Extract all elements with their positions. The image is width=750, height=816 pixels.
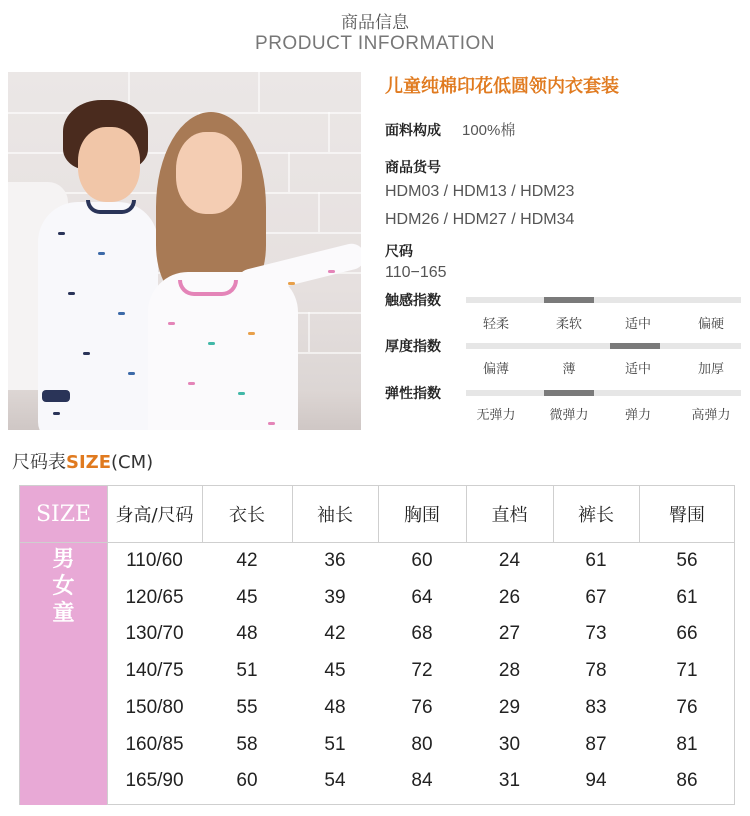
table-cell: 86 [676, 770, 698, 792]
size-table-title [12, 448, 153, 474]
sku-line-1: HDM03 / HDM13 / HDM23 [385, 183, 575, 200]
touch-index-label: 触感指数 [385, 293, 441, 309]
size-label: 尺码 [385, 244, 413, 260]
thickness-option: 偏薄 [482, 362, 509, 377]
table-cell: 66 [676, 623, 698, 645]
table-cell: 76 [411, 696, 433, 718]
table-row-size-cell: 165/90 [125, 770, 184, 792]
gender-char: 男 [52, 547, 75, 572]
table-cell: 58 [236, 733, 258, 755]
table-row-size-cell: 120/65 [125, 586, 184, 608]
size-table [19, 485, 735, 805]
table-cell: 94 [585, 770, 607, 792]
table-row-size-cell: 160/85 [125, 733, 184, 755]
table-cell: 51 [324, 733, 346, 755]
touch-option: 轻柔 [482, 317, 509, 332]
touch-option: 偏硬 [697, 317, 724, 332]
sku-label: 商品货号 [385, 160, 441, 176]
table-cell: 87 [585, 733, 607, 755]
table-cell: 24 [498, 550, 521, 571]
thickness-option: 加厚 [697, 362, 724, 377]
table-cell: 72 [411, 660, 433, 682]
table-row-size-cell: 110/60 [126, 550, 183, 571]
size-range: 110−165 [385, 264, 447, 281]
table-cell: 54 [324, 770, 346, 792]
table-header-cell: 身高/尺码 [115, 505, 194, 526]
table-cell: 84 [411, 770, 433, 792]
table-cell: 48 [324, 696, 346, 718]
table-header-cell: 衣长 [229, 505, 265, 526]
size-header-cell: SIZE [20, 486, 107, 542]
table-cell: 27 [498, 623, 521, 645]
touch-index-marker [544, 297, 594, 303]
elasticity-index-scale [466, 390, 741, 396]
gender-char: 女 [52, 574, 75, 599]
elasticity-index-label: 弹性指数 [385, 386, 441, 402]
table-cell: 28 [498, 660, 521, 682]
table-cell: 30 [498, 733, 521, 755]
table-cell: 68 [411, 623, 433, 645]
table-cell: 78 [585, 660, 607, 682]
table-cell: 83 [585, 696, 607, 718]
gender-char: 童 [52, 601, 75, 626]
table-cell: 56 [676, 550, 698, 571]
thickness-index-label: 厚度指数 [385, 339, 441, 355]
table-cell: 71 [676, 660, 698, 682]
table-cell: 45 [236, 586, 258, 608]
sku-line-2: HDM26 / HDM27 / HDM34 [385, 211, 575, 228]
table-row-size-cell: 130/70 [125, 623, 184, 645]
table-cell: 61 [676, 586, 698, 608]
elasticity-option: 微弹力 [549, 408, 589, 423]
thickness-option: 适中 [624, 362, 651, 377]
table-row-size-cell: 140/75 [125, 660, 184, 682]
product-title: 儿童纯棉印花低圆领内衣套装 [385, 76, 619, 97]
table-cell: 64 [411, 586, 433, 608]
elasticity-option: 无弹力 [476, 408, 516, 423]
thickness-index-scale [466, 343, 741, 349]
size-table-title-suffix: (CM) [111, 452, 154, 473]
table-cell: 36 [324, 550, 346, 571]
table-cell: 60 [236, 770, 258, 792]
fabric-label: 面料构成 [385, 123, 441, 139]
table-cell: 29 [498, 696, 521, 718]
table-cell: 61 [585, 550, 607, 571]
table-cell: 80 [411, 733, 433, 755]
thickness-option: 薄 [562, 362, 576, 377]
table-cell: 55 [236, 696, 258, 718]
table-cell: 42 [236, 550, 258, 571]
table-cell: 26 [498, 586, 521, 608]
table-cell: 60 [411, 550, 433, 571]
size-table-title-prefix: 尺码表 [12, 452, 66, 473]
table-cell: 45 [324, 660, 346, 682]
elasticity-option: 高弹力 [691, 408, 731, 423]
table-header-cell: 胸围 [404, 505, 440, 526]
table-cell: 81 [676, 733, 698, 755]
size-table-title-accent: SIZE [66, 452, 112, 473]
table-cell: 39 [324, 586, 346, 608]
table-header-cell: 裤长 [578, 505, 614, 526]
table-cell: 31 [498, 770, 521, 792]
elasticity-index-marker [544, 390, 594, 396]
table-cell: 76 [676, 696, 698, 718]
fabric-value: 100%棉 [462, 122, 516, 139]
product-photo [8, 72, 361, 430]
table-header-cell: 直档 [491, 505, 528, 526]
elasticity-option: 弹力 [624, 408, 651, 423]
touch-index-scale [466, 297, 741, 303]
section-title-en: PRODUCT INFORMATION [255, 33, 495, 54]
table-cell: 73 [585, 623, 607, 645]
gender-cell [20, 542, 107, 805]
table-cell: 42 [324, 623, 346, 645]
table-cell: 48 [236, 623, 258, 645]
touch-option: 适中 [624, 317, 651, 332]
table-cell: 67 [585, 586, 607, 608]
thickness-index-marker [610, 343, 660, 349]
touch-option: 柔软 [555, 317, 582, 332]
section-title-cn: 商品信息 [341, 13, 409, 33]
table-cell: 51 [236, 660, 258, 682]
table-row-size-cell: 150/80 [125, 696, 184, 718]
table-header-cell: 袖长 [317, 505, 353, 526]
table-header-cell: 臀围 [669, 505, 705, 526]
